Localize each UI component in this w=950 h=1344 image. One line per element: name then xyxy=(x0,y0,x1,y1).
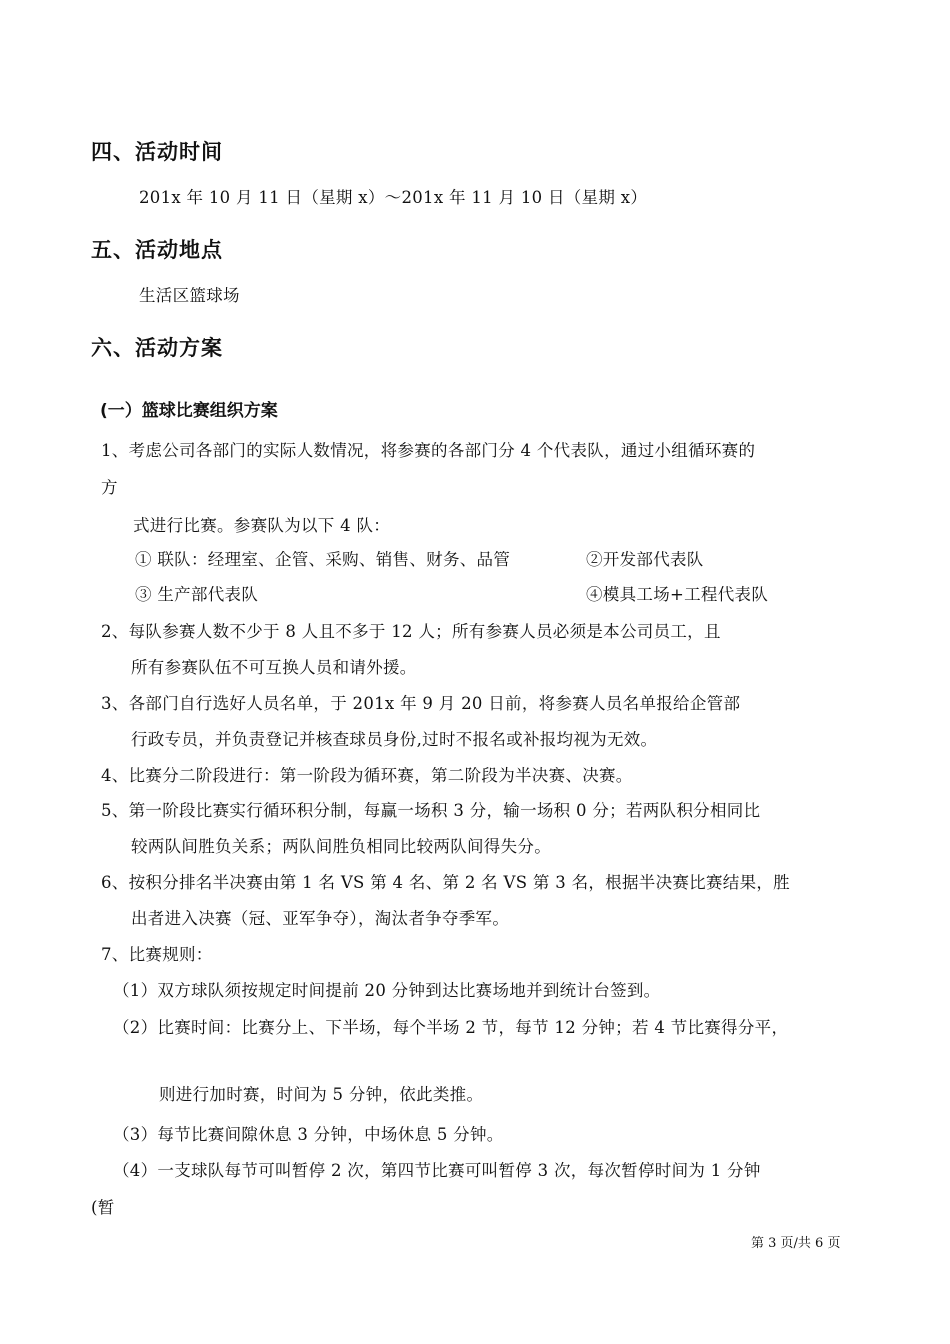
paragraph-line: 5、第一阶段比赛实行循环积分制，每赢一场积 3 分，输一场积 0 分；若两队积分相同比 xyxy=(101,801,761,820)
paragraph-line: 出者进入决赛（冠、亚军争夺），淘汰者争夺季军。 xyxy=(131,909,510,928)
paragraph-line: 1、考虑公司各部门的实际人数情况，将参赛的各部门分 4 个代表队，通过小组循环赛的 xyxy=(101,441,756,460)
activity-place-text: 生活区篮球场 xyxy=(139,286,240,305)
page-footer: 第 3 页/共 6 页 xyxy=(751,1236,841,1251)
paragraph-line: 式进行比赛。参赛队为以下 4 队： xyxy=(133,516,391,535)
rule-line: 则进行加时赛，时间为 5 分钟，依此类推。 xyxy=(159,1085,484,1104)
team-item: ②开发部代表队 xyxy=(586,550,704,569)
activity-time-text: 201x 年 10 月 11 日（星期 x）～201x 年 11 月 10 日（星期 x） xyxy=(139,188,648,207)
heading-activity-place: 五、活动地点 xyxy=(91,238,223,262)
team-item: ④模具工场+工程代表队 xyxy=(586,585,769,604)
paragraph-line: 方 xyxy=(101,478,118,497)
paragraph-line: 6、按积分排名半决赛由第 1 名 VS 第 4 名、第 2 名 VS 第 3 名，根据半决赛比赛结果，胜 xyxy=(101,873,790,892)
heading-activity-plan: 六、活动方案 xyxy=(91,336,223,360)
rule-line: （3）每节比赛间隙休息 3 分钟，中场休息 5 分钟。 xyxy=(113,1125,504,1144)
rule-line: （4）一支球队每节可叫暂停 2 次，第四节比赛可叫暂停 3 次，每次暂停时间为 1 分钟 xyxy=(113,1161,761,1180)
heading-activity-time: 四、活动时间 xyxy=(91,140,223,164)
paragraph-line: 4、比赛分二阶段进行：第一阶段为循环赛，第二阶段为半决赛、决赛。 xyxy=(101,766,633,785)
rule-line: （1）双方球队须按规定时间提前 20 分钟到达比赛场地并到统计台签到。 xyxy=(113,981,661,1000)
paragraph-line: 7、比赛规则： xyxy=(101,945,213,964)
paragraph-line: 较两队间胜负关系；两队间胜负相同比较两队间得失分。 xyxy=(131,837,551,856)
rule-line: (暂 xyxy=(91,1198,115,1217)
paragraph-line: 行政专员，并负责登记并核查球员身份,过时不报名或补报均视为无效。 xyxy=(131,730,658,749)
team-item: ① 联队：经理室、企管、采购、销售、财务、品管 xyxy=(135,550,511,569)
paragraph-line: 3、各部门自行选好人员名单，于 201x 年 9 月 20 日前，将参赛人员名单报给企管部 xyxy=(101,694,741,713)
rule-line: （2）比赛时间：比赛分上、下半场，每个半场 2 节，每节 12 分钟；若 4 节比赛得分平， xyxy=(113,1018,789,1037)
paragraph-line: 2、每队参赛人数不少于 8 人且不多于 12 人；所有参赛人员必须是本公司员工，且 xyxy=(101,622,721,641)
paragraph-line: 所有参赛队伍不可互换人员和请外援。 xyxy=(131,658,417,677)
team-item: ③ 生产部代表队 xyxy=(135,585,259,604)
subheading-basketball-plan: (一）篮球比赛组织方案 xyxy=(100,401,278,421)
